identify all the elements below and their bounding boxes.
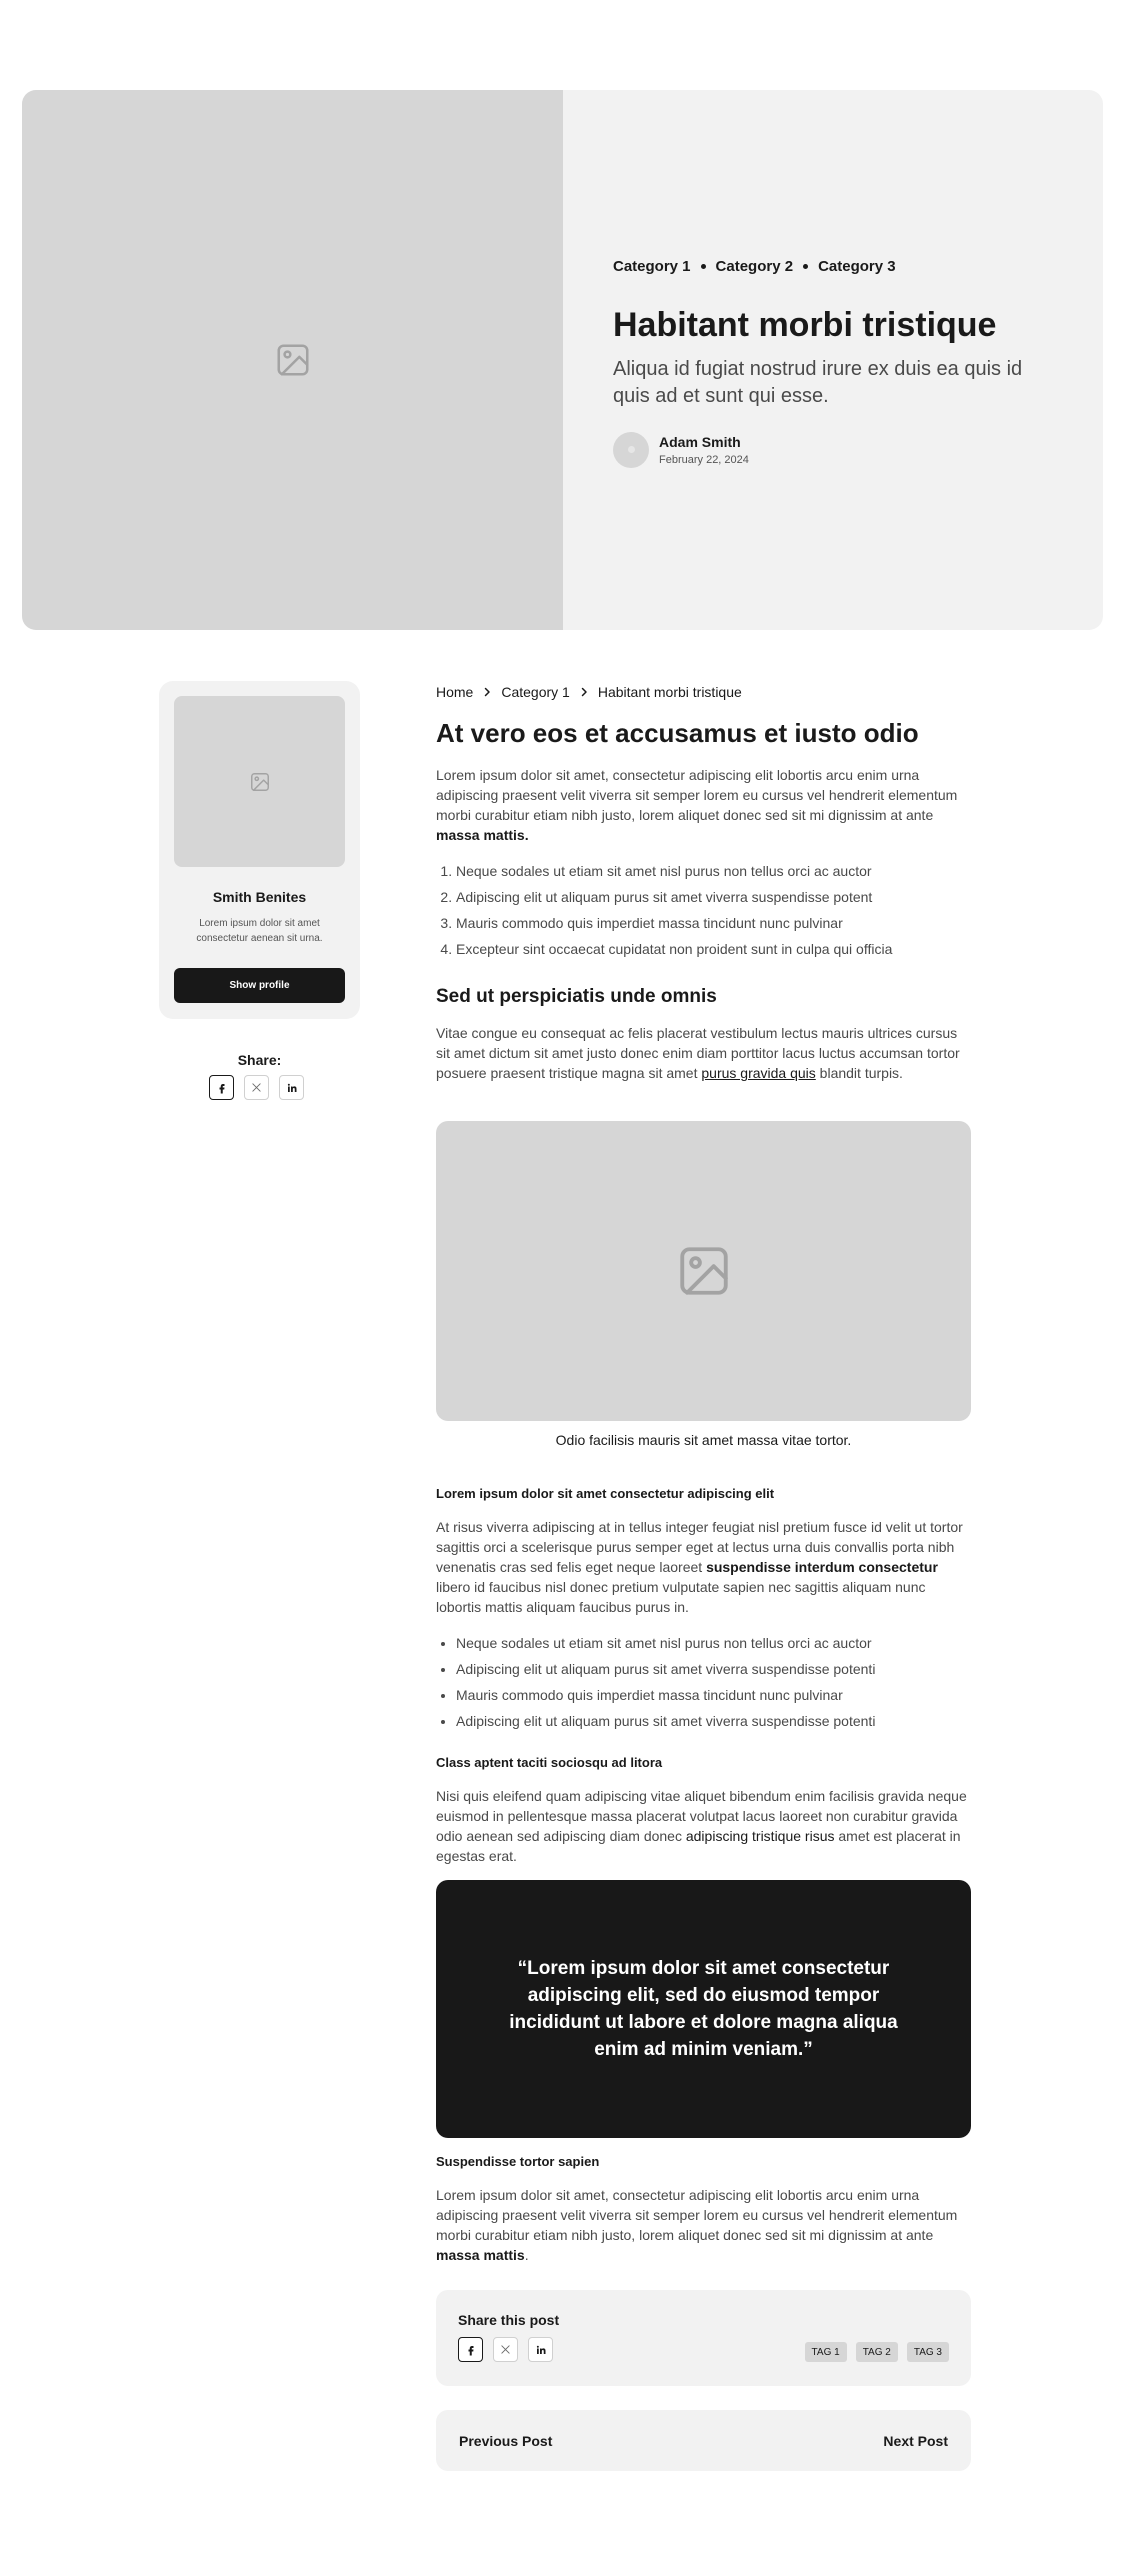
article-paragraph: Vitae congue eu consequat ac felis placerat vestibulum lectus mauris ultrices cursus sit amet dictum sit amet justo donec enim diam porttitor lacus luctus accumsan tortor posuere praesent tristique magna sit amet purus gravida quis blandit turpis. — [436, 1025, 960, 1082]
linkedin-icon — [535, 2344, 547, 2356]
chevron-right-icon — [578, 686, 590, 698]
tag-badge[interactable]: TAG 2 — [856, 2342, 898, 2362]
author-block — [613, 432, 1043, 468]
hero-title: Habitant morbi tristique — [613, 306, 997, 344]
article-heading: At vero eos et accusamus et iusto odio — [436, 718, 919, 748]
facebook-share-button[interactable] — [458, 2337, 483, 2362]
article-paragraph: Nisi quis eleifend quam adipiscing vitae aliquet bibendum enim facilisis gravida neque euismod in pellentesque massa placerat volutpat lacus laoreet non curabitur gravida odio aenean sed adipiscing diam donec adipiscing tristique risus amet est placerat in egestas erat. — [436, 1788, 967, 1865]
post-tags — [805, 2342, 949, 2362]
image-placeholder-icon — [274, 341, 312, 379]
list-item: 2. Adipiscing elit ut aliquam purus sit amet viverra suspendisse potent — [456, 887, 971, 907]
avatar[interactable] — [613, 432, 649, 468]
hero-categories — [613, 258, 1043, 275]
publish-date: February 22, 2024 — [659, 453, 749, 466]
tag-badge[interactable]: TAG 3 — [907, 2342, 949, 2362]
linkedin-icon — [286, 1082, 298, 1094]
list-item: • Adipiscing elit ut aliquam purus sit amet viverra suspendisse potenti — [456, 1711, 971, 1731]
share-label: Share: — [237, 1052, 282, 1068]
post-socials — [458, 2337, 553, 2362]
list-item: • Neque sodales ut etiam sit amet nisl purus non tellus orci ac auctor — [456, 1633, 971, 1653]
post-navigation — [436, 2410, 971, 2471]
list-item: 1. Neque sodales ut etiam sit amet nisl purus non tellus orci ac auctor — [456, 861, 971, 881]
article — [436, 681, 971, 2471]
previous-post-link[interactable]: Previous Post — [459, 2432, 553, 2449]
x-icon — [500, 2344, 511, 2355]
hero-subtitle: Aliqua id fugiat nostrud irure ex duis ea quis id quis ad et sunt qui esse. — [613, 357, 1023, 407]
section-heading: Class aptent taciti sociosqu ad litora — [436, 1755, 663, 1771]
tag-badge[interactable]: TAG 1 — [805, 2342, 847, 2362]
x-share-button[interactable] — [493, 2337, 518, 2362]
list-item: 3. Mauris commodo quis imperdiet massa tincidunt nunc pulvinar — [456, 913, 971, 933]
sidebar-socials — [209, 1075, 304, 1100]
author-card — [159, 681, 360, 1019]
inline-link[interactable]: purus gravida quis — [701, 1065, 816, 1082]
image-placeholder-icon — [675, 1242, 733, 1300]
breadcrumb-home[interactable]: Home — [436, 684, 474, 700]
article-paragraph: Lorem ipsum dolor sit amet, consectetur adipiscing elit lobortis arcu enim urna adipiscing praesent velit viverra sit semper lorem eu cursus vel hendrerit elementum morbi curabitur etiam nibh justo, lorem aliquet donec sed sit mi dignissim at ante massa mattis. — [436, 766, 958, 843]
article-paragraph: Lorem ipsum dolor sit amet, consectetur adipiscing elit lobortis arcu enim urna adipiscing praesent velit viverra sit semper lorem eu cursus vel hendrerit elementum morbi curabitur etiam nibh justo, lorem aliquet donec sed sit mi dignissim at ante massa mattis. — [436, 2187, 958, 2264]
author-card-bio: Lorem ipsum dolor sit amet consectetur aenean sit urna. — [196, 918, 323, 944]
article-image — [436, 1121, 971, 1421]
chevron-right-icon — [481, 686, 493, 698]
section-heading: Suspendisse tortor sapien — [436, 2154, 600, 2170]
breadcrumb-current: Habitant morbi tristique — [597, 684, 742, 700]
article-paragraph: At risus viverra adipiscing at in tellus integer feugiat nisl pretium fusce id velit ut tortor sagittis orci a scelerisque purus semper eget at lectus urna duis convallis porta nibh venenatis cras sed felis eget neque laoreet suspendisse interdum consectetur libero id faucibus nisl donec pretium vulputate sapien nec sagittis aliquam nunc lobortis mattis aliquam faucibus purus in. — [436, 1519, 963, 1616]
list-item: • Mauris commodo quis imperdiet massa tincidunt nunc pulvinar — [456, 1685, 971, 1705]
category-link[interactable]: Category 2 — [715, 258, 794, 275]
section-heading: Lorem ipsum dolor sit amet consectetur adipiscing elit — [436, 1486, 775, 1502]
blockquote — [436, 1880, 971, 2138]
hero-image — [22, 90, 563, 630]
section-heading: Sed ut perspiciatis unde omnis — [436, 985, 717, 1007]
share-post-title: Share this post — [458, 2312, 560, 2329]
separator-dot — [803, 264, 808, 269]
share-post-box — [436, 2290, 971, 2386]
author-card-name: Smith Benites — [212, 889, 307, 905]
x-icon — [251, 1082, 262, 1093]
image-caption: Odio facilisis mauris sit amet massa vitae tortor. — [555, 1432, 852, 1449]
list-item: • Adipiscing elit ut aliquam purus sit amet viverra suspendisse potenti — [456, 1659, 971, 1679]
ordered-list — [436, 861, 971, 959]
facebook-icon — [216, 1082, 228, 1094]
category-link[interactable]: Category 1 — [613, 258, 691, 275]
quote-text: “Lorem ipsum dolor sit amet consectetur adipiscing elit, sed do eiusmod tempor incididunt ut labore et dolore magna aliqua enim ad minim veniam.” — [509, 1958, 898, 2061]
next-post-link[interactable]: Next Post — [883, 2432, 948, 2449]
list-item: 4. Excepteur sint occaecat cupidatat non proident sunt in culpa qui officia — [456, 939, 971, 959]
x-share-button[interactable] — [244, 1075, 269, 1100]
breadcrumb — [436, 681, 971, 703]
bullet-list — [436, 1633, 971, 1731]
linkedin-share-button[interactable] — [528, 2337, 553, 2362]
image-placeholder-icon — [249, 771, 271, 793]
author-name[interactable]: Adam Smith — [659, 433, 741, 450]
hero-info — [563, 90, 1103, 630]
author-card-image — [174, 696, 345, 867]
linkedin-share-button[interactable] — [279, 1075, 304, 1100]
show-profile-button[interactable]: Show profile — [174, 968, 345, 1003]
facebook-share-button[interactable] — [209, 1075, 234, 1100]
separator-dot — [701, 264, 706, 269]
facebook-icon — [465, 2344, 477, 2356]
breadcrumb-category[interactable]: Category 1 — [501, 684, 570, 700]
category-link[interactable]: Category 3 — [818, 258, 896, 275]
hero-banner — [22, 90, 1103, 630]
